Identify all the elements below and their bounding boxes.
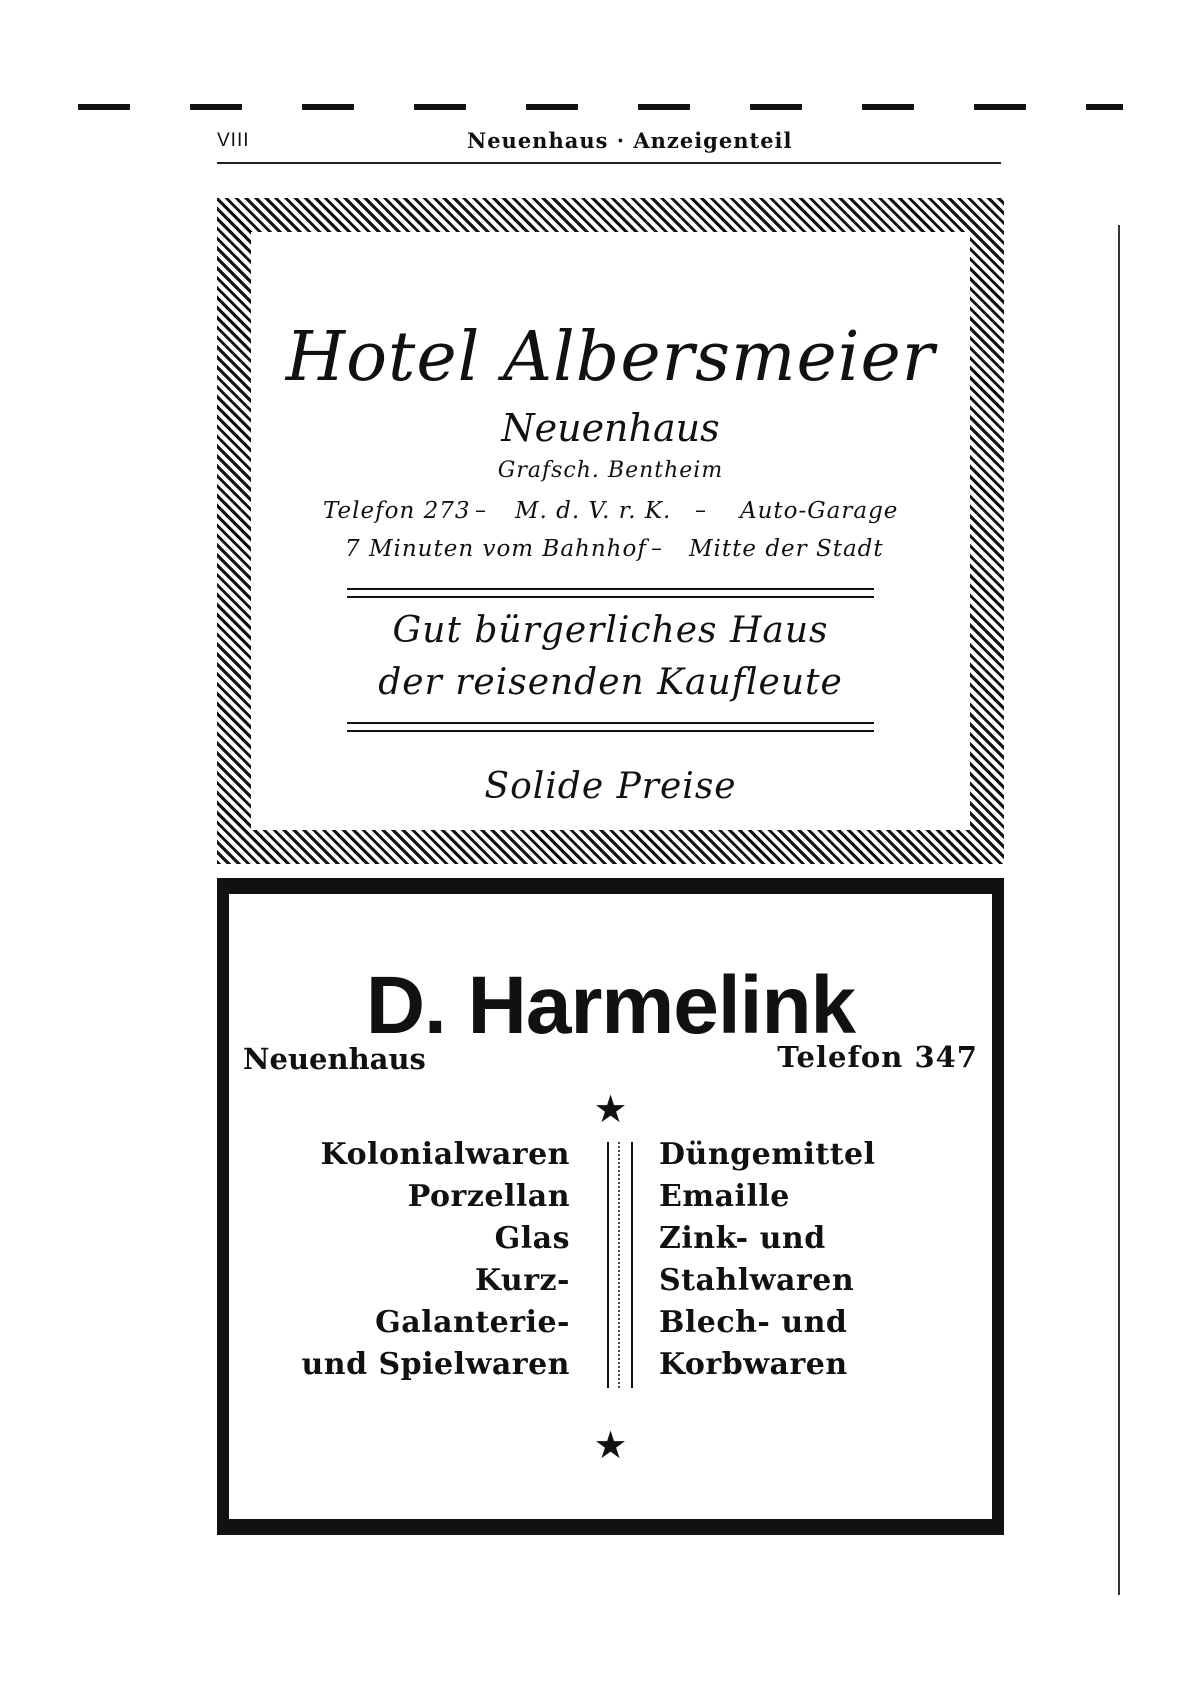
running-title: Neuenhaus · Anzeigenteil (467, 128, 793, 153)
hotel-district: Grafsch. Bentheim (497, 458, 724, 483)
goods-item: Emaille (659, 1179, 790, 1214)
goods-item: Blech- und (659, 1305, 848, 1340)
goods-list-right (659, 1134, 876, 1386)
goods-item: Korbwaren (659, 1347, 848, 1382)
hotel-membership: M. d. V. r. K. (515, 498, 672, 524)
double-rule (347, 722, 874, 732)
goods-item: und Spielwaren (301, 1347, 570, 1382)
goods-item: Düngemittel (659, 1137, 876, 1172)
hotel-ad-inner (285, 266, 936, 807)
hotel-garage: Auto-Garage (740, 498, 899, 524)
hotel-albersmeier-ad (217, 198, 1004, 864)
goods-item: Galanterie- (375, 1305, 570, 1340)
page-edge-rule (1118, 225, 1120, 1595)
star-icon: ★ (593, 1423, 628, 1467)
hotel-location: Mitte der Stadt (689, 536, 884, 562)
star-icon: ★ (593, 1087, 628, 1131)
goods-item: Glas (494, 1221, 570, 1256)
shop-name: D. Harmelink (365, 960, 856, 1051)
goods-item: Porzellan (407, 1179, 570, 1214)
hotel-town: Neuenhaus (501, 406, 720, 450)
double-rule (347, 588, 874, 598)
separator: – (651, 536, 662, 561)
column-divider (607, 1142, 633, 1388)
goods-item: Zink- und (659, 1221, 826, 1256)
harmelink-ad (217, 878, 1004, 1535)
hotel-name: Hotel Albersmeier (285, 318, 936, 397)
separator: – (695, 498, 706, 523)
goods-item: Kurz- (474, 1263, 570, 1298)
hotel-distance: 7 Minuten vom Bahnhof (345, 536, 647, 562)
goods-list-left (301, 1134, 570, 1386)
page-number: VIII (217, 130, 250, 151)
slogan-line-2: der reisenden Kaufleute (378, 662, 843, 703)
top-dashed-rule (78, 104, 1123, 110)
hotel-phone: Telefon 273 (323, 498, 471, 524)
page-header (217, 128, 1001, 164)
goods-item: Kolonialwaren (320, 1137, 570, 1172)
hotel-prices: Solide Preise (484, 766, 737, 807)
shop-phone: Telefon 347 (777, 1040, 978, 1074)
separator: – (475, 498, 486, 523)
shop-town: Neuenhaus (243, 1042, 426, 1076)
slogan-line-1: Gut bürgerliches Haus (392, 610, 829, 651)
goods-item: Stahlwaren (659, 1263, 855, 1298)
